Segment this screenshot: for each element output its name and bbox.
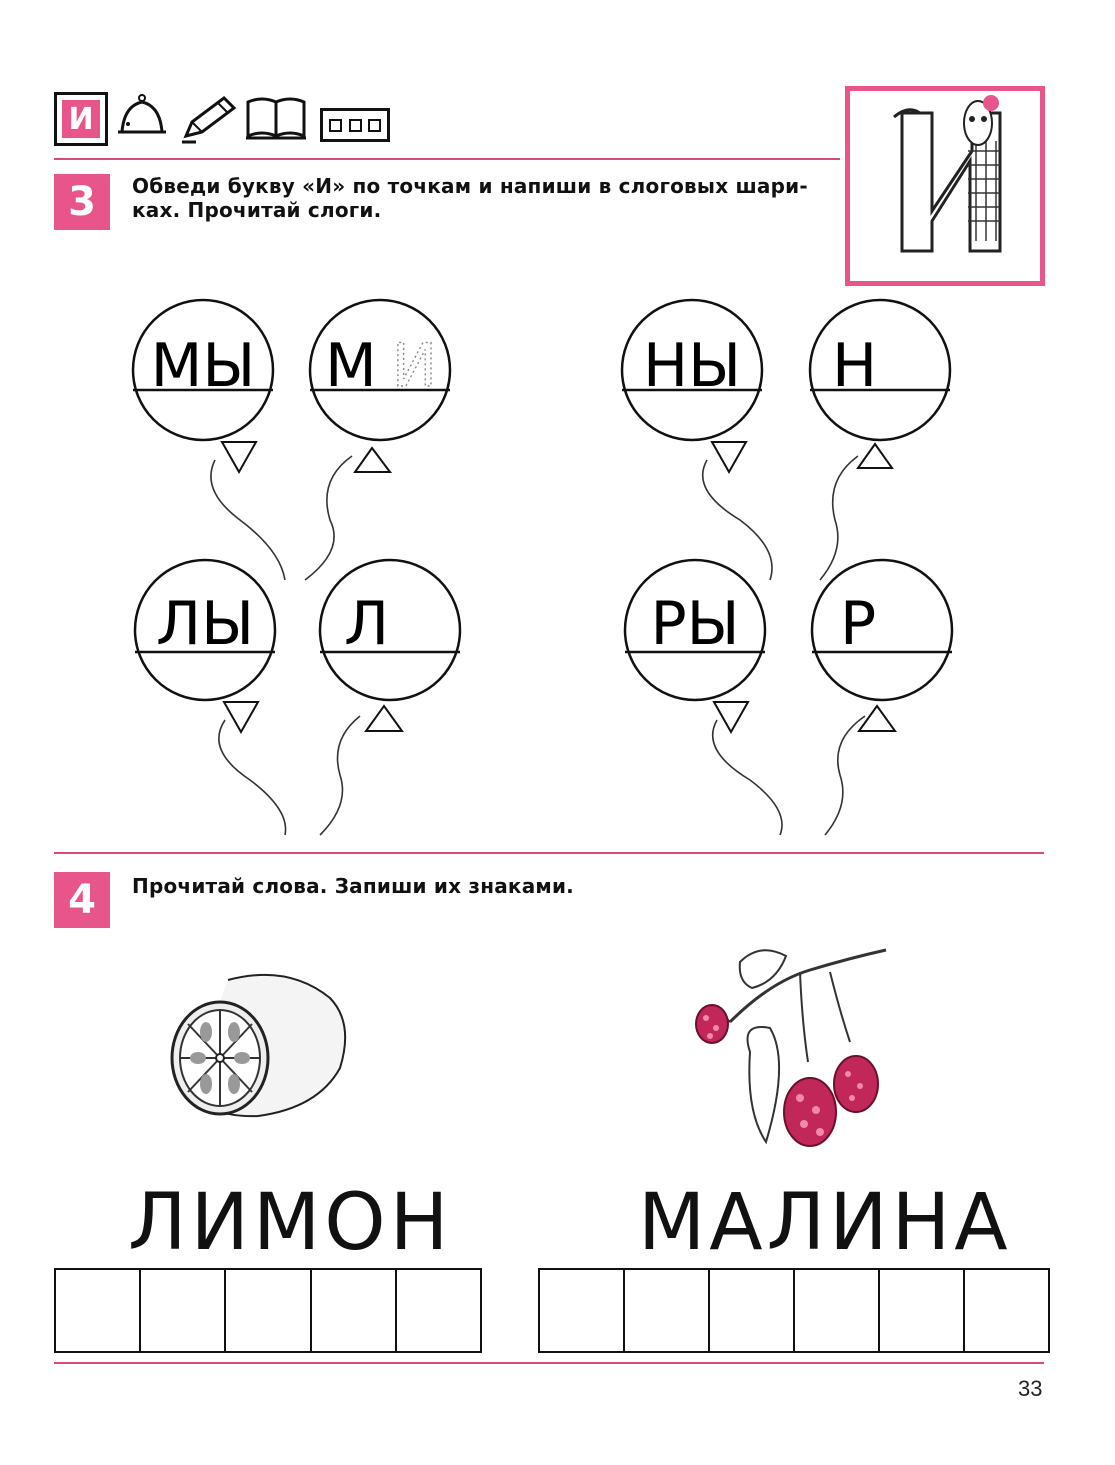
balloon-syllable: РЫ [650,589,740,659]
pencil-icon [180,94,240,144]
letter-illustration-frame [845,86,1045,286]
book-icon [244,94,310,142]
task-number-badge: 3 [54,174,110,230]
balloon [135,560,275,732]
answer-cell[interactable] [141,1270,226,1351]
footer-divider [54,1362,1044,1364]
letter-character-illustration [850,91,1040,281]
balloon [133,300,273,472]
answer-cell[interactable] [710,1270,795,1351]
balloon [812,560,952,731]
balloon-strings [211,456,865,835]
task-instruction: Прочитай слова. Запиши их знаками. [132,874,574,898]
answer-cell[interactable] [56,1270,141,1351]
section-divider [54,852,1044,854]
balloon-syllable: Н [832,331,878,401]
three-squares-icon [320,108,390,142]
answer-cell[interactable] [312,1270,397,1351]
raspberry-illustration [690,942,890,1162]
answer-cell[interactable] [625,1270,710,1351]
task-instruction [132,174,842,222]
task-instruction-line: ках. Прочитай слоги. [132,198,382,222]
answer-cell[interactable] [880,1270,965,1351]
balloon-syllable: ЛЫ [155,589,255,659]
balloon [320,560,460,731]
word-lemon: ЛИМОН [128,1178,453,1268]
answer-cell[interactable] [540,1270,625,1351]
task-number-badge: 4 [54,872,110,928]
balloon [625,560,765,732]
traced-letter: И [392,331,437,401]
syllable-balloons [0,280,1115,840]
header-divider [54,158,840,160]
balloon-syllable: НЫ [642,331,742,401]
lemon-illustration [168,968,353,1123]
answer-cell[interactable] [226,1270,311,1351]
bell-icon [114,92,174,144]
page-number: 33 [1018,1376,1043,1401]
balloon-syllable: МЫ [150,331,256,401]
letter-box-label: И [62,100,100,138]
balloon-syllable: Л [344,589,390,659]
balloon [310,300,450,472]
answer-cell[interactable] [795,1270,880,1351]
answer-cell[interactable] [965,1270,1048,1351]
letter-box [54,92,108,146]
balloon [810,300,950,468]
task-instruction-line: Обведи букву «И» по точкам и напиши в слоговых шари- [132,174,808,198]
balloon-syllable: Р [840,589,877,659]
balloon [622,300,762,472]
answer-cell[interactable] [397,1270,480,1351]
balloon-syllable: М [325,331,377,401]
answer-cells-raspberry[interactable] [538,1268,1050,1353]
answer-cells-lemon[interactable] [54,1268,482,1353]
word-raspberry: МАЛИНА [638,1178,1012,1268]
